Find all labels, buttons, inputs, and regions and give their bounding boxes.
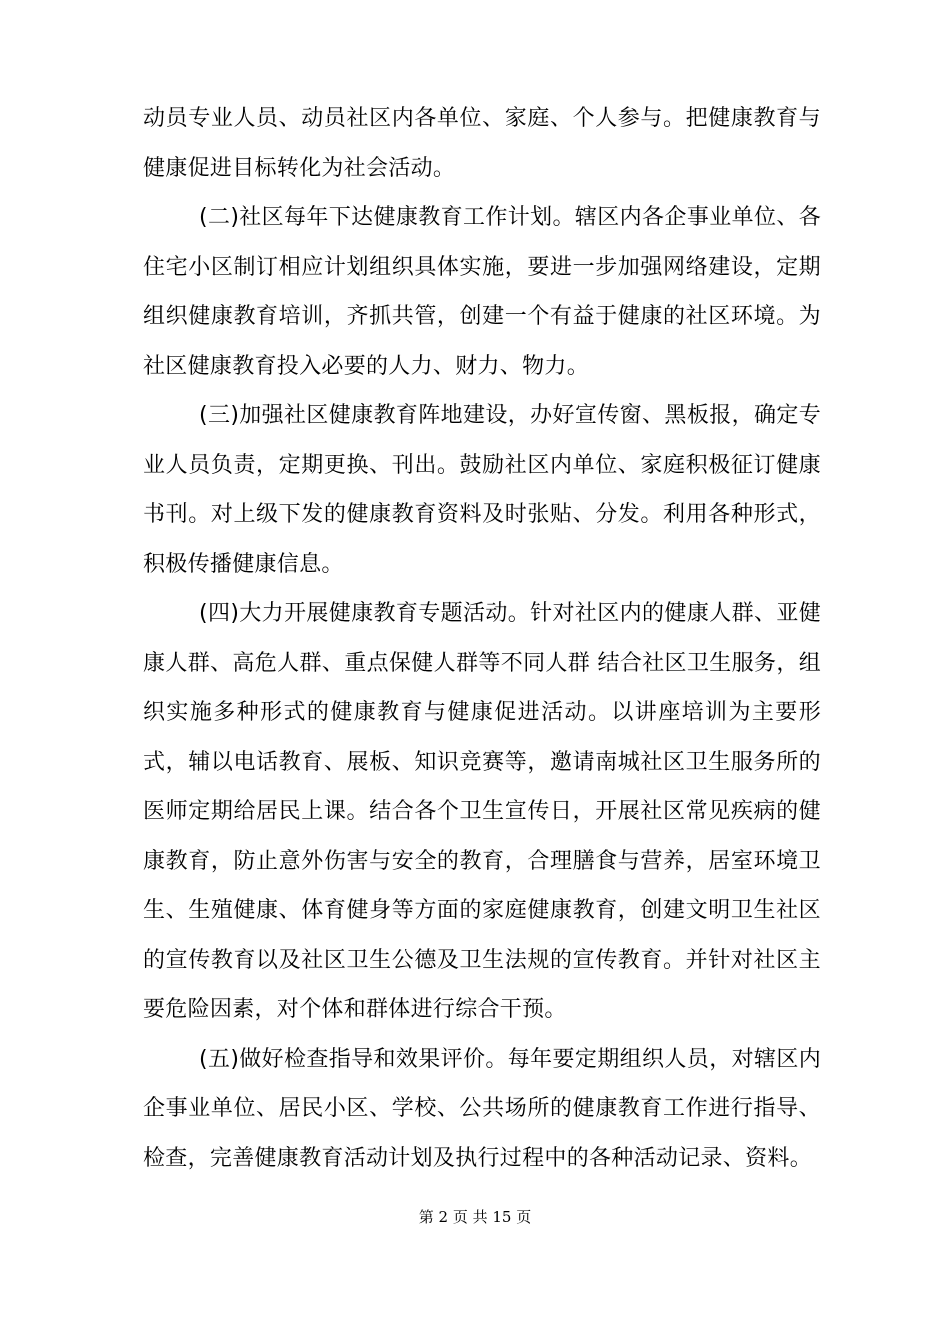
page-number-footer: 第 2 页 共 15 页 <box>418 1208 532 1226</box>
paragraph-continuation: 动员专业人员、动员社区内各单位、家庭、个人参与。把健康教育与健康促进目标转化为社会活动。 <box>143 106 821 181</box>
document-body <box>143 94 821 1183</box>
paragraph-section-4: (四)大力开展健康教育专题活动。针对社区内的健康人群、亚健康人群、高危人群、重点保健人群等不同人群 结合社区卫生服务，组织实施多种形式的健康教育与健康促进活动。以讲座培训为主要形式，辅以电话教育、展板、知识竞赛等，邀请南城社区卫生服务所的医师定期给居民上课。结合各个卫生宣传日，开展社区常见疾病的健康教育，防止意外伤害与安全的教育，合理膳食与营养，居室环境卫生、生殖健康、体育健身等方面的家庭健康教育，创建文明卫生社区的宣传教育以及社区卫生公德及卫生法规的宣传教育。并针对社区主要危险因素，对个体和群体进行综合干预。 <box>143 601 821 1022</box>
paragraph-section-3: (三)加强社区健康教育阵地建设，办好宣传窗、黑板报，确定专业人员负责，定期更换、刊出。鼓励社区内单位、家庭积极征订健康书刊。对上级下发的健康教育资料及时张贴、分发。利用各种形式，积极传播健康信息。 <box>143 403 821 577</box>
paragraph-section-2: (二)社区每年下达健康教育工作计划。辖区内各企事业单位、各住宅小区制订相应计划组织具体实施，要进一步加强网络建设，定期组织健康教育培训，齐抓共管，创建一个有益于健康的社区环境。为社区健康教育投入必要的人力、财力、物力。 <box>143 205 821 379</box>
paragraph-section-5: (五)做好检查指导和效果评价。每年要定期组织人员，对辖区内企事业单位、居民小区、学校、公共场所的健康教育工作进行指导、检查，完善健康教育活动计划及执行过程中的各种活动记录、资料。 <box>143 1046 821 1171</box>
